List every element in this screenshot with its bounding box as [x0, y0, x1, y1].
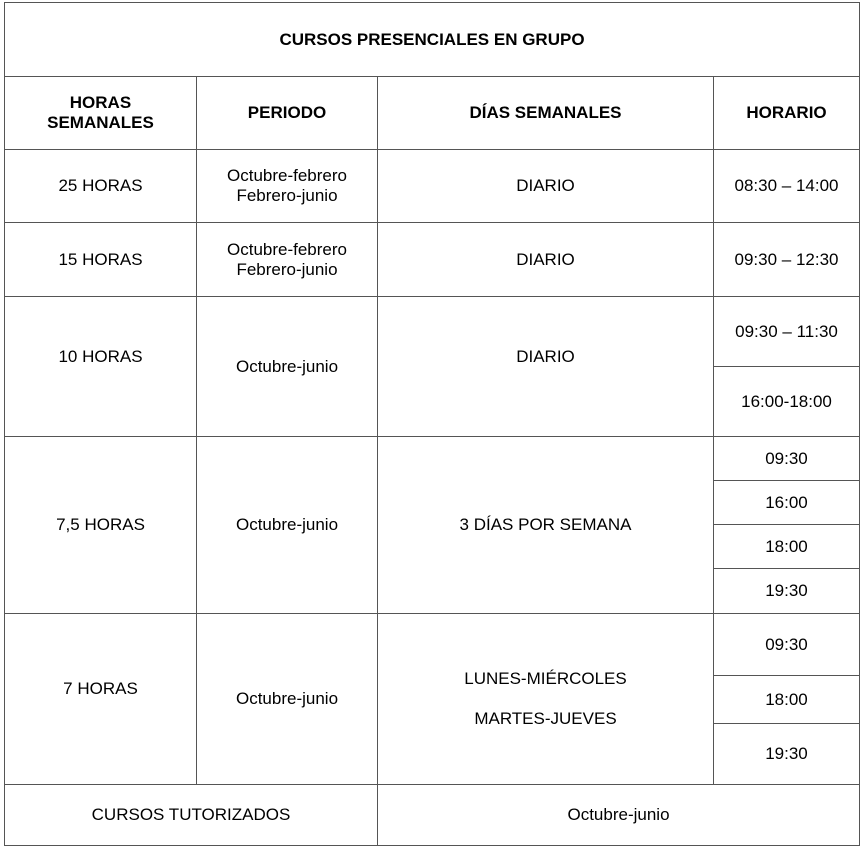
row1-horas: 25 HORAS [4, 149, 197, 223]
row5-horas: 7 HORAS [4, 613, 197, 785]
row4-dias: 3 DÍAS POR SEMANA [377, 436, 714, 614]
footer-periodo: Octubre-junio [377, 784, 860, 846]
header-horas-line2: SEMANALES [47, 113, 154, 132]
row1-periodo-line1: Octubre-febrero [227, 166, 347, 185]
row2-periodo [196, 222, 378, 297]
row5-horario-3: 19:30 [713, 723, 860, 785]
row3-horario-2: 16:00-18:00 [713, 366, 860, 437]
row5-dias-line1: LUNES-MIÉRCOLES [464, 669, 627, 688]
row4-horas: 7,5 HORAS [4, 436, 197, 614]
header-horas-line1: HORAS [69, 93, 132, 112]
row2-periodo-line2: Febrero-junio [236, 259, 338, 279]
row5-periodo: Octubre-junio [196, 613, 378, 785]
row5-dias-line2: MARTES-JUEVES [474, 709, 617, 728]
header-horario: HORARIO [713, 76, 860, 150]
row1-periodo [196, 149, 378, 223]
row4-horario-3: 18:00 [713, 524, 860, 569]
footer-cursos-tutorizados: CURSOS TUTORIZADOS [4, 784, 378, 846]
row3-periodo: Octubre-junio [196, 296, 378, 437]
row2-horario: 09:30 – 12:30 [713, 222, 860, 297]
row1-periodo-line2: Febrero-junio [236, 186, 338, 205]
row3-horario-1: 09:30 – 11:30 [713, 296, 860, 367]
row2-periodo-line1: Octubre-febrero [227, 239, 347, 259]
header-horas-semanales [4, 76, 197, 150]
row2-dias: DIARIO [377, 222, 714, 297]
row5-horario-1: 09:30 [713, 613, 860, 676]
row2-horas: 15 HORAS [4, 222, 197, 297]
row5-dias [377, 613, 714, 785]
row3-dias: DIARIO [377, 296, 714, 437]
row4-horario-1: 09:30 [713, 436, 860, 481]
row1-horario: 08:30 – 14:00 [713, 149, 860, 223]
header-periodo: PERIODO [196, 76, 378, 150]
row4-horario-4: 19:30 [713, 568, 860, 614]
row3-horas: 10 HORAS [4, 296, 197, 437]
header-dias-semanales: DÍAS SEMANALES [377, 76, 714, 150]
courses-table [4, 2, 860, 846]
table-title: CURSOS PRESENCIALES EN GRUPO [4, 2, 860, 77]
row1-dias: DIARIO [377, 149, 714, 223]
row4-periodo: Octubre-junio [196, 436, 378, 614]
row4-horario-2: 16:00 [713, 480, 860, 525]
row5-horario-2: 18:00 [713, 675, 860, 724]
